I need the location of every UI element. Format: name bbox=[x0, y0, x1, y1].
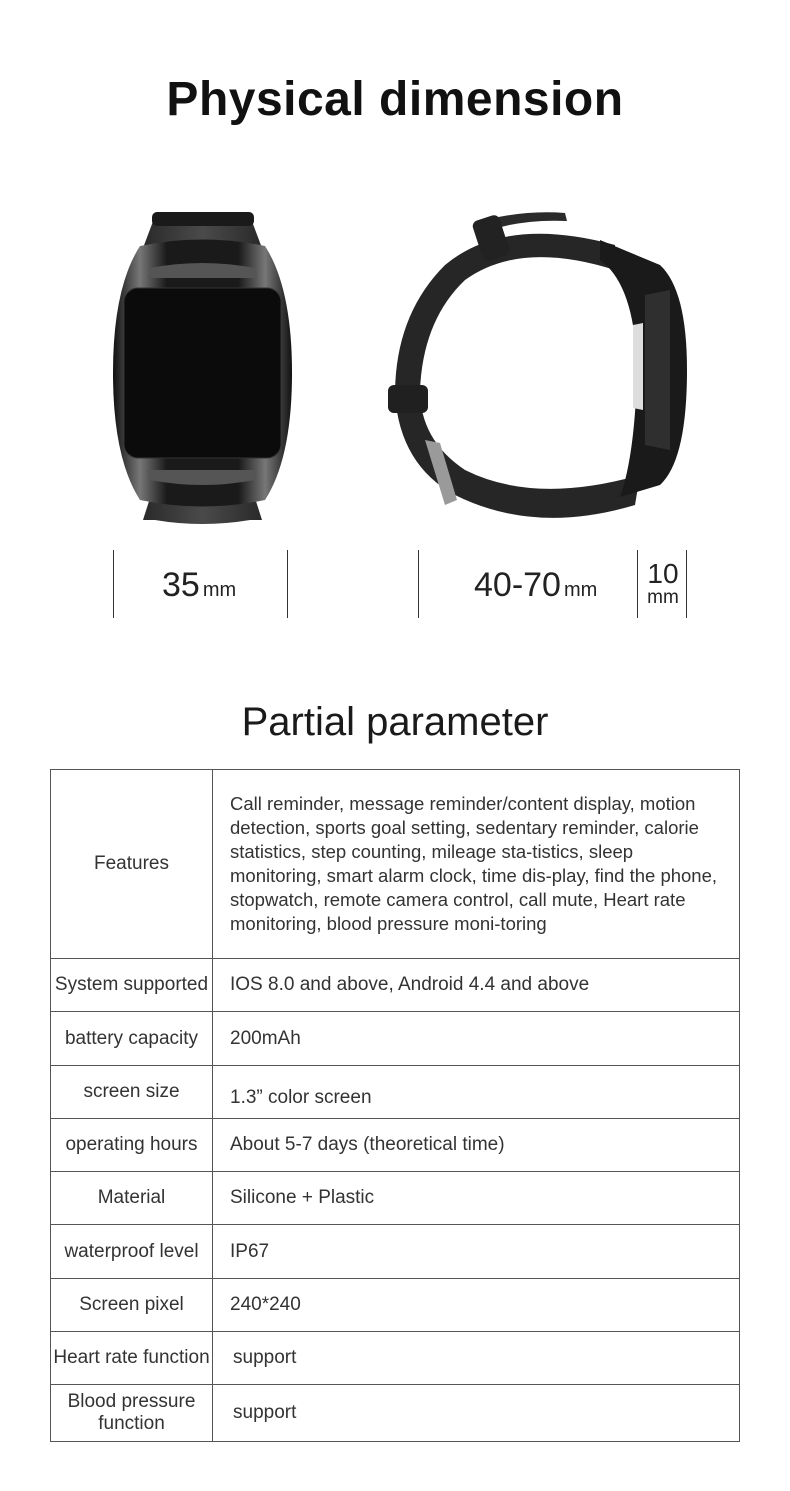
param-key: Heart rate function bbox=[51, 1332, 213, 1385]
parameter-table bbox=[50, 769, 740, 1442]
param-value: IOS 8.0 and above, Android 4.4 and above bbox=[213, 959, 740, 1012]
table-row bbox=[51, 1385, 740, 1442]
param-key: battery capacity bbox=[51, 1012, 213, 1066]
dimension-line bbox=[686, 550, 687, 618]
param-key: Screen pixel bbox=[51, 1279, 213, 1332]
thickness-unit: mm bbox=[647, 587, 679, 608]
section-title: Partial parameter bbox=[241, 700, 549, 744]
table-row bbox=[51, 1279, 740, 1332]
param-key: waterproof level bbox=[51, 1225, 213, 1279]
table-row bbox=[51, 959, 740, 1012]
param-key: Blood pressure function bbox=[51, 1385, 213, 1442]
thickness-value: 10 bbox=[647, 558, 679, 589]
param-value: Silicone + Plastic bbox=[213, 1172, 740, 1225]
table-row bbox=[51, 1066, 740, 1119]
strap-dimension bbox=[474, 566, 597, 605]
table-row bbox=[51, 1225, 740, 1279]
width-value: 35 bbox=[162, 566, 200, 604]
param-value: About 5-7 days (theoretical time) bbox=[213, 1119, 740, 1172]
dimension-line bbox=[418, 550, 419, 618]
width-dimension bbox=[162, 566, 236, 605]
table-row bbox=[51, 1119, 740, 1172]
dimension-line bbox=[113, 550, 114, 618]
table-row bbox=[51, 1172, 740, 1225]
strap-value: 40-70 bbox=[474, 566, 561, 604]
dimension-line bbox=[637, 550, 638, 618]
param-value: IP67 bbox=[213, 1225, 740, 1279]
table-row bbox=[51, 1332, 740, 1385]
width-unit: mm bbox=[202, 579, 237, 601]
param-value: 200mAh bbox=[213, 1012, 740, 1066]
param-value: 240*240 bbox=[213, 1279, 740, 1332]
param-value: 1.3” color screen bbox=[213, 1066, 740, 1119]
param-key: System supported bbox=[51, 959, 213, 1012]
table-row bbox=[51, 770, 740, 959]
param-key: operating hours bbox=[51, 1119, 213, 1172]
param-value: Call reminder, message reminder/content display, motion detection, sports goal setting, sedentary reminder, calorie statistics, step counting, mileage sta-tistics, sleep monitoring, smart alarm clock, time dis-play, find the phone, stopwatch, remote camera control, call mute, Heart rate monitoring, blood pressure moni-toring bbox=[213, 770, 740, 959]
band-front-image bbox=[110, 208, 295, 528]
dimension-line bbox=[287, 550, 288, 618]
band-side-image bbox=[385, 205, 695, 530]
param-value: support bbox=[213, 1385, 740, 1442]
param-key: screen size bbox=[51, 1066, 213, 1119]
param-value: support bbox=[213, 1332, 740, 1385]
page-title: Physical dimension bbox=[166, 73, 624, 126]
param-key: Material bbox=[51, 1172, 213, 1225]
table-row bbox=[51, 1012, 740, 1066]
param-key: Features bbox=[51, 770, 213, 959]
strap-unit: mm bbox=[563, 579, 598, 601]
thickness-dimension bbox=[640, 560, 686, 608]
